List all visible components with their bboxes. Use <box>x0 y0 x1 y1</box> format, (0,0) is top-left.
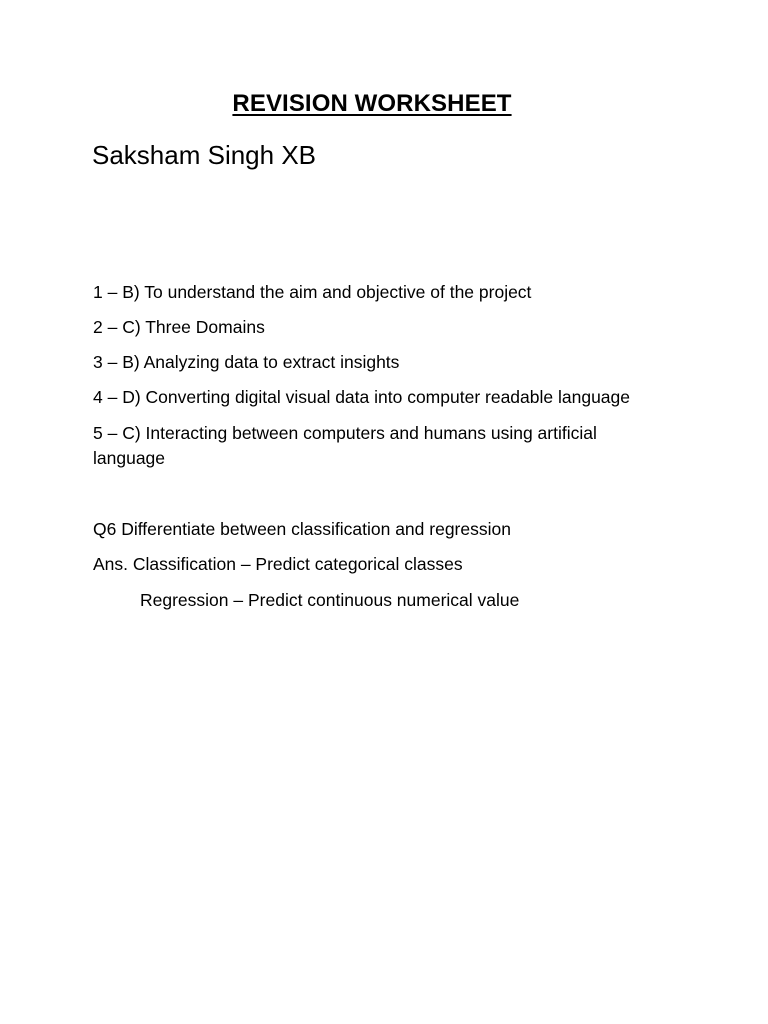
answer-6-regression: Regression – Predict continuous numerical value <box>140 590 520 610</box>
question-6: Q6 Differentiate between classification and regression <box>93 519 511 539</box>
page-title: REVISION WORKSHEET <box>232 90 512 117</box>
answer-4: 4 – D) Converting digital visual data into computer readable language <box>93 387 630 407</box>
answer-2: 2 – C) Three Domains <box>93 317 265 337</box>
answer-6-classification: Ans. Classification – Predict categorical classes <box>93 554 463 574</box>
answer-1: 1 – B) To understand the aim and objective of the project <box>93 282 532 302</box>
answer-5: 5 – C) Interacting between computers and humans using artificial language <box>93 423 597 468</box>
student-name: Saksham Singh XB <box>92 140 317 170</box>
answer-3: 3 – B) Analyzing data to extract insights <box>93 352 400 372</box>
